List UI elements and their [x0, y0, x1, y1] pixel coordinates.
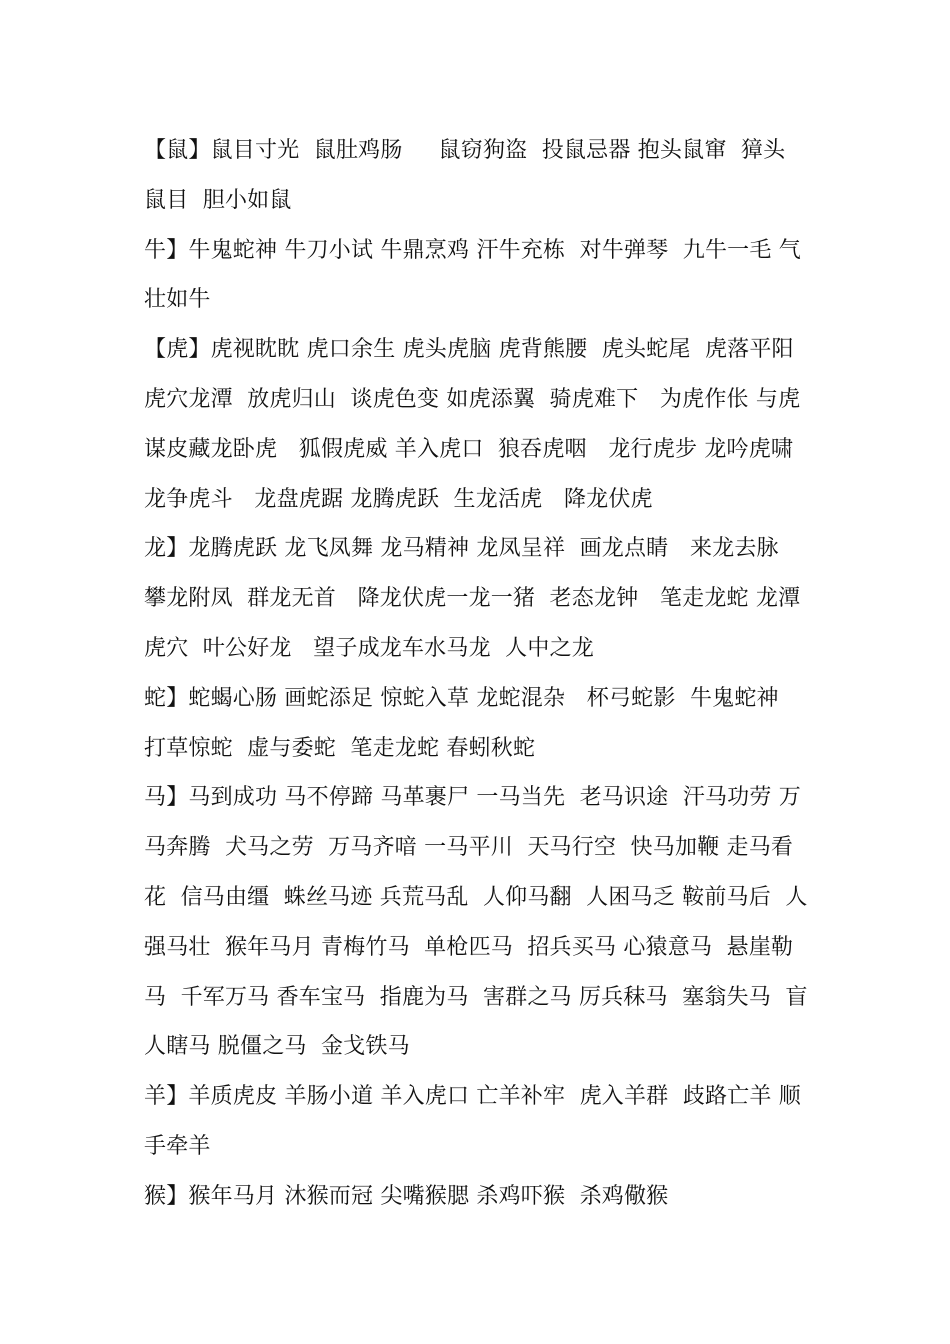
text-line: 龙争虎斗 龙盘虎踞 龙腾虎跃 生龙活虎 降龙伏虎	[144, 486, 653, 512]
text-line: 手牵羊	[144, 1133, 211, 1159]
text-line: 强马壮 猴年马月 青梅竹马 单枪匹马 招兵买马 心猿意马 悬崖勒	[144, 934, 794, 960]
text-line: 猴】猴年马月 沐猴而冠 尖嘴猴腮 杀鸡吓猴 杀鸡儆猴	[144, 1183, 669, 1209]
text-line: 牛】牛鬼蛇神 牛刀小试 牛鼎烹鸡 汗牛充栋 对牛弹琴 九牛一毛 气	[144, 237, 801, 263]
text-line: 【虎】虎视眈眈 虎口余生 虎头虎脑 虎背熊腰 虎头蛇尾 虎落平阳	[144, 337, 794, 363]
text-line: 羊】羊质虎皮 羊肠小道 羊入虎口 亡羊补牢 虎入羊群 歧路亡羊 顺	[144, 1084, 801, 1110]
text-line: 马】马到成功 马不停蹄 马革裹尸 一马当先 老马识途 汗马功劳 万	[144, 785, 801, 811]
text-line: 马 千军万马 香车宝马 指鹿为马 害群之马 厉兵秣马 塞翁失马 盲	[144, 984, 808, 1010]
text-line: 攀龙附凤 群龙无首 降龙伏虎一龙一猪 老态龙钟 笔走龙蛇 龙潭	[144, 586, 801, 612]
text-line: 花 信马由缰 蛛丝马迹 兵荒马乱 人仰马翻 人困马乏 鞍前马后 人	[144, 884, 808, 910]
document-body	[144, 126, 824, 1222]
text-line: 人瞎马 脱僵之马 金戈铁马	[144, 1034, 410, 1060]
text-line: 壮如牛	[144, 287, 211, 313]
text-line: 马奔腾 犬马之劳 万马齐喑 一马平川 天马行空 快马加鞭 走马看	[144, 835, 794, 861]
text-line: 虎穴龙潭 放虎归山 谈虎色变 如虎添翼 骑虎难下 为虎作伥 与虎	[144, 386, 801, 412]
text-line: 【鼠】鼠目寸光 鼠肚鸡肠 鼠窃狗盗 投鼠忌器 抱头鼠窜 獐头	[144, 138, 786, 163]
text-line: 鼠目 胆小如鼠	[144, 187, 292, 213]
text-line: 谋皮藏龙卧虎 狐假虎威 羊入虎口 狼吞虎咽 龙行虎步 龙吟虎啸	[144, 436, 794, 462]
text-line: 打草惊蛇 虚与委蛇 笔走龙蛇 春蚓秋蛇	[144, 735, 536, 761]
text-line: 蛇】蛇蝎心肠 画蛇添足 惊蛇入草 龙蛇混杂 杯弓蛇影 牛鬼蛇神	[144, 685, 779, 711]
text-line: 龙】龙腾虎跃 龙飞凤舞 龙马精神 龙凤呈祥 画龙点睛 来龙去脉	[144, 536, 779, 562]
text-line: 虎穴 叶公好龙 望子成龙车水马龙 人中之龙	[144, 635, 594, 661]
